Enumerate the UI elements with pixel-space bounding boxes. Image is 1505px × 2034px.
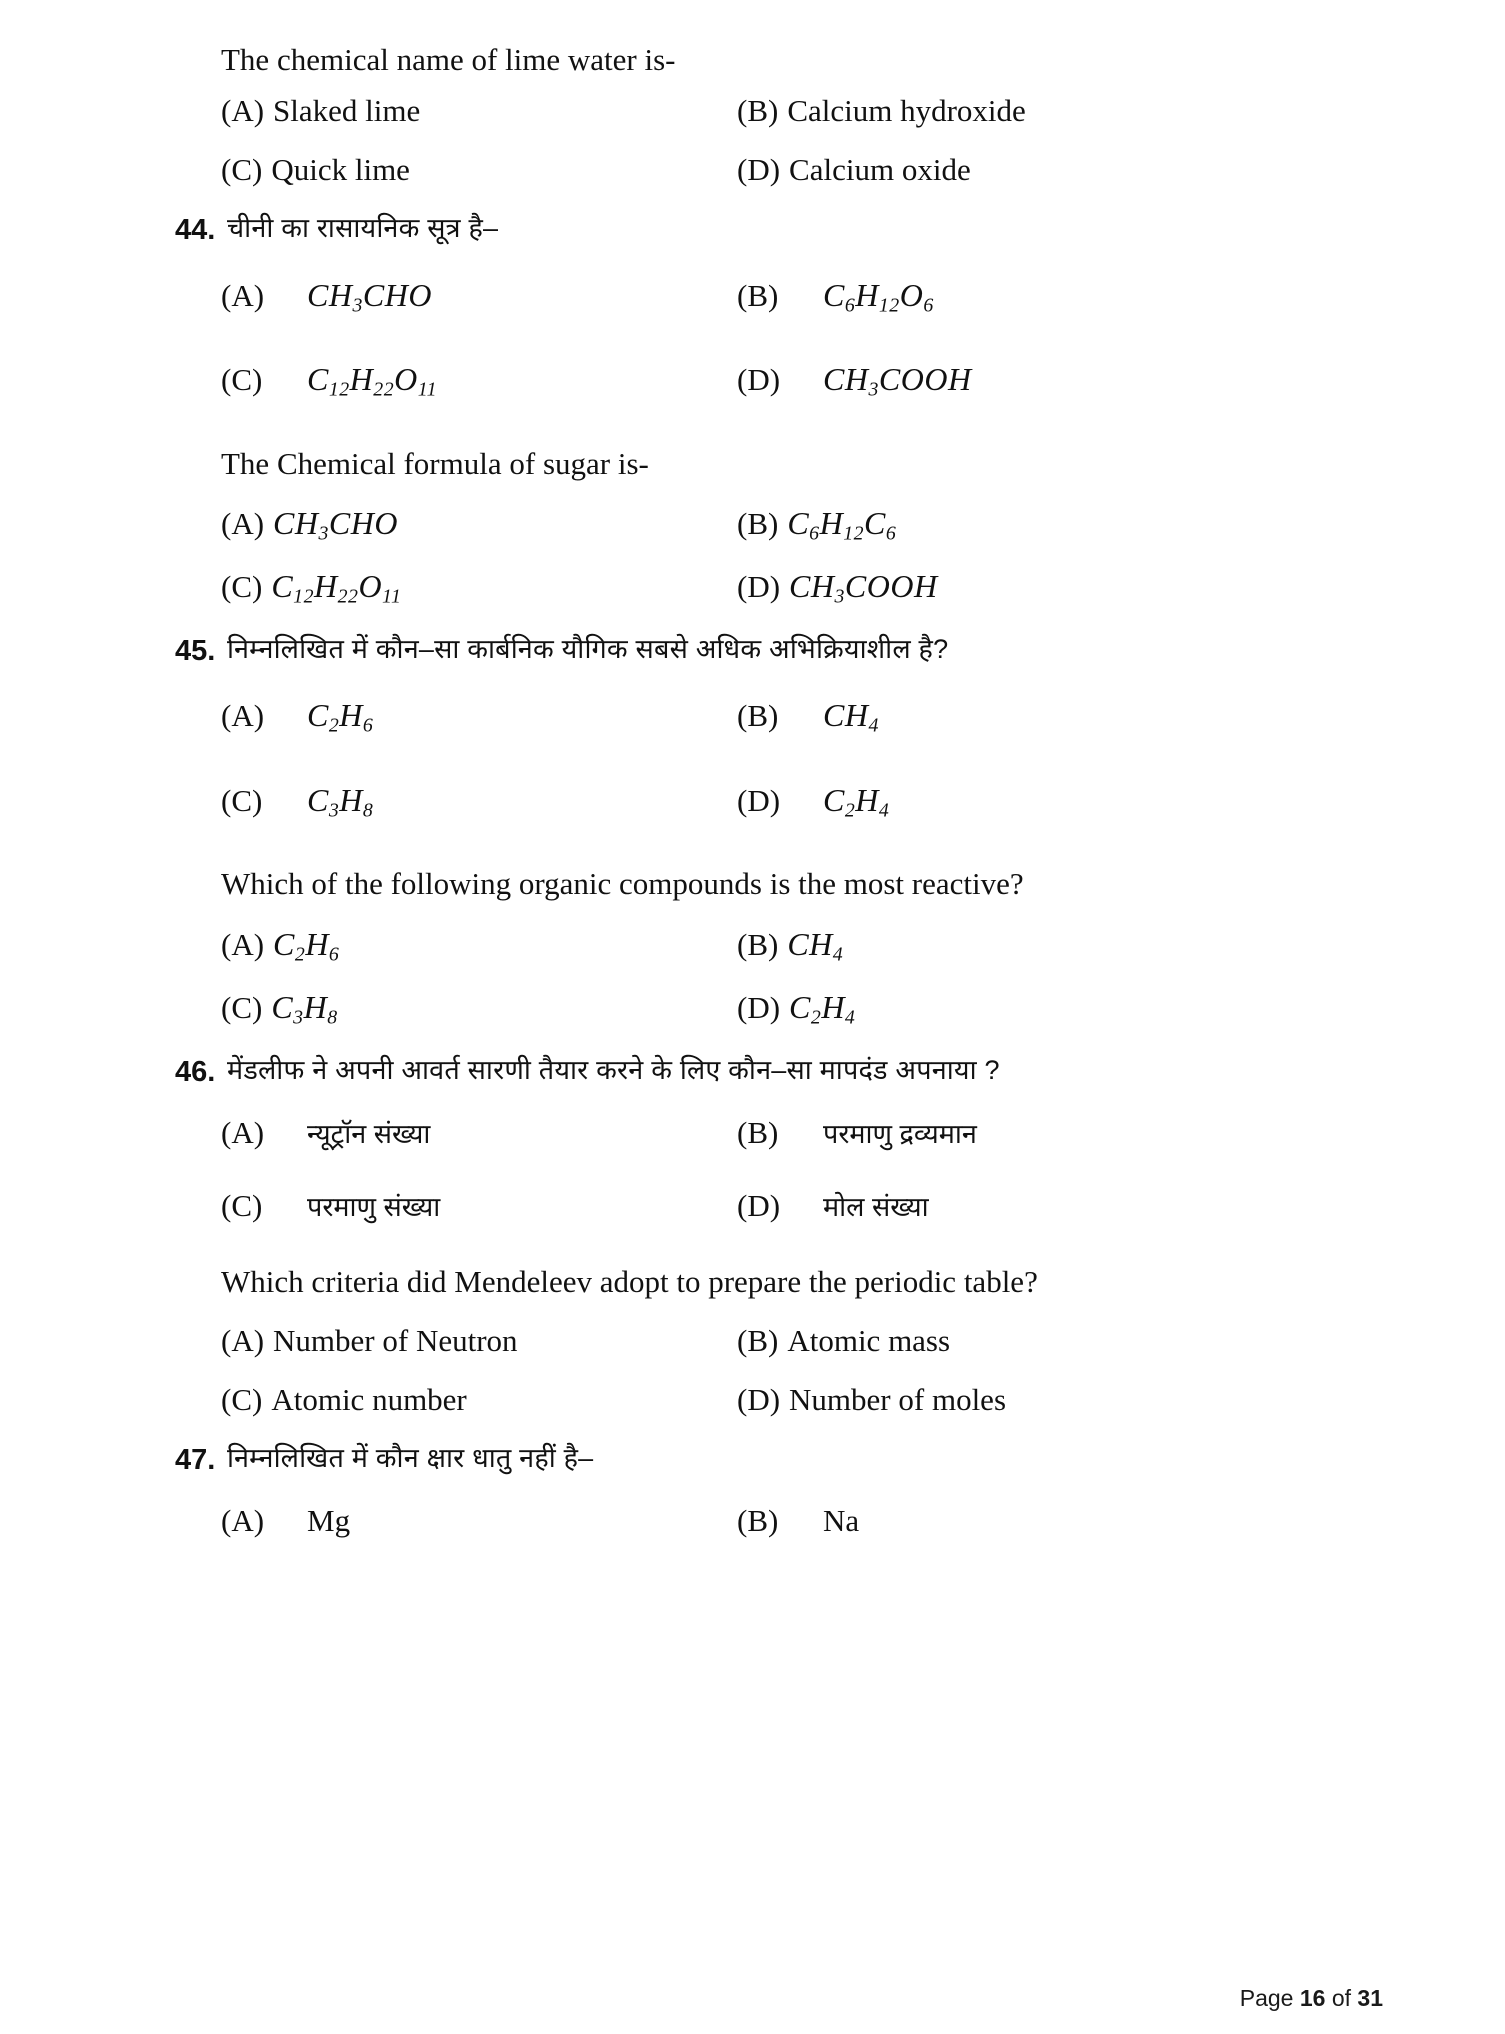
option-c-q43[interactable] — [221, 152, 737, 188]
option-label: (D) — [737, 362, 781, 398]
option-d-q44-en[interactable] — [737, 568, 1385, 609]
option-label: (C) — [221, 1382, 263, 1418]
question-46-options-row-ab — [175, 1096, 1385, 1169]
question-45-stem-english: Which of the following organic compounds is the most reactive? — [221, 866, 1024, 902]
question-45-en-options-row-cd — [175, 979, 1385, 1040]
option-text: Slaked lime — [273, 93, 421, 129]
option-text: Mg — [307, 1502, 351, 1538]
option-formula: $CH_4$ — [823, 697, 879, 737]
question-47-options-row-ab — [175, 1485, 1385, 1557]
question-46-options-row-cd — [175, 1169, 1385, 1242]
option-text: मोल संख्या — [823, 1192, 929, 1223]
option-c-q46[interactable] — [221, 1187, 737, 1224]
option-label: (A) — [221, 698, 265, 734]
option-label: (B) — [737, 277, 779, 313]
question-text: चीनी का रासायनिक सूत्र है– — [227, 213, 499, 244]
question-45-en-options-row-ab — [175, 913, 1385, 980]
option-formula: $C_6H_{12}O_6$ — [823, 276, 934, 317]
option-text: Atomic number — [271, 1382, 467, 1418]
question-45-options-row-ab — [175, 675, 1385, 760]
option-label: (B) — [737, 1115, 779, 1151]
option-formula: $CH_3CHO$ — [307, 276, 432, 317]
option-label: (B) — [737, 926, 779, 962]
option-label: (C) — [221, 990, 263, 1026]
option-b-q45-en[interactable] — [737, 926, 1385, 967]
option-c-q44[interactable] — [221, 361, 737, 402]
option-formula: $C_2H_4$ — [789, 989, 856, 1029]
option-label: (A) — [221, 1502, 265, 1538]
question-number: 45. — [175, 635, 216, 668]
option-label: (A) — [221, 505, 265, 541]
option-label: (D) — [737, 782, 781, 818]
option-label: (D) — [737, 1188, 781, 1224]
question-44-options-row-ab — [175, 255, 1385, 340]
option-d-q44[interactable] — [737, 361, 1385, 402]
option-text: Number of Neutron — [273, 1323, 518, 1359]
question-number: 44. — [175, 214, 216, 247]
question-44-stem-hindi — [175, 198, 1385, 254]
option-b-q43[interactable] — [737, 93, 1385, 129]
option-formula: $C_6H_{12}C_6$ — [787, 504, 897, 545]
option-text: Atomic mass — [787, 1323, 951, 1359]
option-d-q46[interactable] — [737, 1187, 1385, 1224]
footer-total-pages: 31 — [1357, 1985, 1383, 2011]
question-45-options-row-cd — [175, 760, 1385, 845]
option-formula: $C_2H_6$ — [307, 697, 374, 737]
option-a-q45-en[interactable] — [221, 926, 737, 967]
question-44-en-options-row-ab — [175, 492, 1385, 559]
option-a-q46-en[interactable] — [221, 1323, 737, 1359]
question-text: निम्नलिखित में कौन–सा कार्बनिक यौगिक सबसे अधिक अभिक्रियाशील है? — [227, 634, 949, 665]
option-text: Calcium hydroxide — [787, 93, 1026, 129]
question-45-stem-hindi — [175, 619, 1385, 675]
option-label: (D) — [737, 1382, 781, 1418]
option-formula: $CH_3CHO$ — [273, 504, 398, 545]
option-label: (A) — [221, 926, 265, 962]
option-formula: $C_3H_8$ — [271, 989, 338, 1029]
option-a-q43[interactable] — [221, 93, 737, 129]
option-label: (D) — [737, 569, 781, 605]
option-label: (A) — [221, 1323, 265, 1359]
option-d-q43[interactable] — [737, 152, 1385, 188]
option-formula: $C_{12}H_{22}O_{11}$ — [307, 361, 438, 401]
option-a-q46[interactable] — [221, 1114, 737, 1151]
question-44-en-options-row-cd — [175, 558, 1385, 619]
option-label: (C) — [221, 782, 263, 818]
option-label: (B) — [737, 1502, 779, 1538]
option-a-q47[interactable] — [221, 1503, 737, 1539]
option-a-q45[interactable] — [221, 697, 737, 738]
option-formula: $C_2H_6$ — [273, 925, 340, 966]
option-formula: $CH_3COOH$ — [789, 568, 938, 609]
option-d-q46-en[interactable] — [737, 1382, 1385, 1418]
option-label: (A) — [221, 93, 265, 129]
question-number: 46. — [175, 1055, 216, 1088]
option-formula: $C_3H_8$ — [307, 781, 374, 822]
option-d-q45-en[interactable] — [737, 989, 1385, 1030]
question-text: निम्नलिखित में कौन क्षार धातु नहीं है– — [227, 1443, 594, 1474]
option-d-q45[interactable] — [737, 782, 1385, 823]
question-46-en-options-row-ab — [175, 1310, 1385, 1372]
option-c-q45[interactable] — [221, 782, 737, 823]
option-text: परमाणु संख्या — [307, 1192, 441, 1223]
option-b-q44-en[interactable] — [737, 505, 1385, 546]
question-46-stem-english: Which criteria did Mendeleev adopt to prepare the periodic table? — [221, 1264, 1038, 1300]
option-label: (B) — [737, 93, 779, 129]
option-b-q47[interactable] — [737, 1503, 1385, 1539]
option-label: (C) — [221, 362, 263, 398]
option-label: (A) — [221, 277, 265, 313]
option-c-q46-en[interactable] — [221, 1382, 737, 1418]
question-46-en-options-row-cd — [175, 1372, 1385, 1428]
option-formula: $CH_4$ — [787, 925, 844, 966]
footer-prefix: Page — [1239, 1985, 1294, 2011]
option-c-q45-en[interactable] — [221, 989, 737, 1030]
option-label: (C) — [221, 152, 263, 188]
footer-middle: of — [1331, 1985, 1352, 2011]
option-text: परमाणु द्रव्यमान — [823, 1119, 977, 1150]
option-b-q46[interactable] — [737, 1114, 1385, 1151]
option-label: (D) — [737, 152, 781, 188]
option-label: (D) — [737, 990, 781, 1026]
question-46-stem-hindi — [175, 1040, 1385, 1096]
option-text: Quick lime — [271, 152, 410, 188]
option-b-q46-en[interactable] — [737, 1323, 1385, 1359]
option-b-q44[interactable] — [737, 277, 1385, 318]
question-43-stem-english: The chemical name of lime water is- — [221, 42, 676, 77]
option-label: (A) — [221, 1115, 265, 1151]
option-formula: $CH_3COOH$ — [823, 361, 972, 401]
option-text: न्यूट्रॉन संख्या — [307, 1119, 431, 1150]
footer-page-number: 16 — [1299, 1985, 1326, 2011]
question-43-options-row-ab — [175, 80, 1385, 142]
option-text: Number of moles — [789, 1382, 1007, 1418]
option-formula: $C_2H_4$ — [823, 781, 890, 822]
question-44-options-row-cd — [175, 339, 1385, 424]
option-label: (B) — [737, 1323, 779, 1359]
question-number: 47. — [175, 1444, 216, 1477]
question-47-stem-hindi — [175, 1428, 1385, 1484]
option-a-q44-en[interactable] — [221, 505, 737, 546]
option-c-q44-en[interactable] — [221, 568, 737, 609]
option-a-q44[interactable] — [221, 277, 737, 318]
question-43-options-row-cd — [175, 142, 1385, 198]
option-text: Calcium oxide — [789, 152, 971, 188]
question-44-stem-english: The Chemical formula of sugar is- — [221, 445, 649, 481]
page-footer — [1240, 1985, 1383, 2012]
option-formula: $C_{12}H_{22}O_{11}$ — [271, 568, 402, 609]
option-label: (B) — [737, 698, 779, 734]
option-label: (B) — [737, 505, 779, 541]
option-label: (C) — [221, 1188, 263, 1224]
option-text: Na — [823, 1502, 860, 1538]
question-text: मेंडलीफ ने अपनी आवर्त सारणी तैयार करने के लिए कौन–सा मापदंड अपनाया ? — [227, 1054, 1000, 1085]
option-label: (C) — [221, 569, 263, 605]
option-b-q45[interactable] — [737, 697, 1385, 738]
